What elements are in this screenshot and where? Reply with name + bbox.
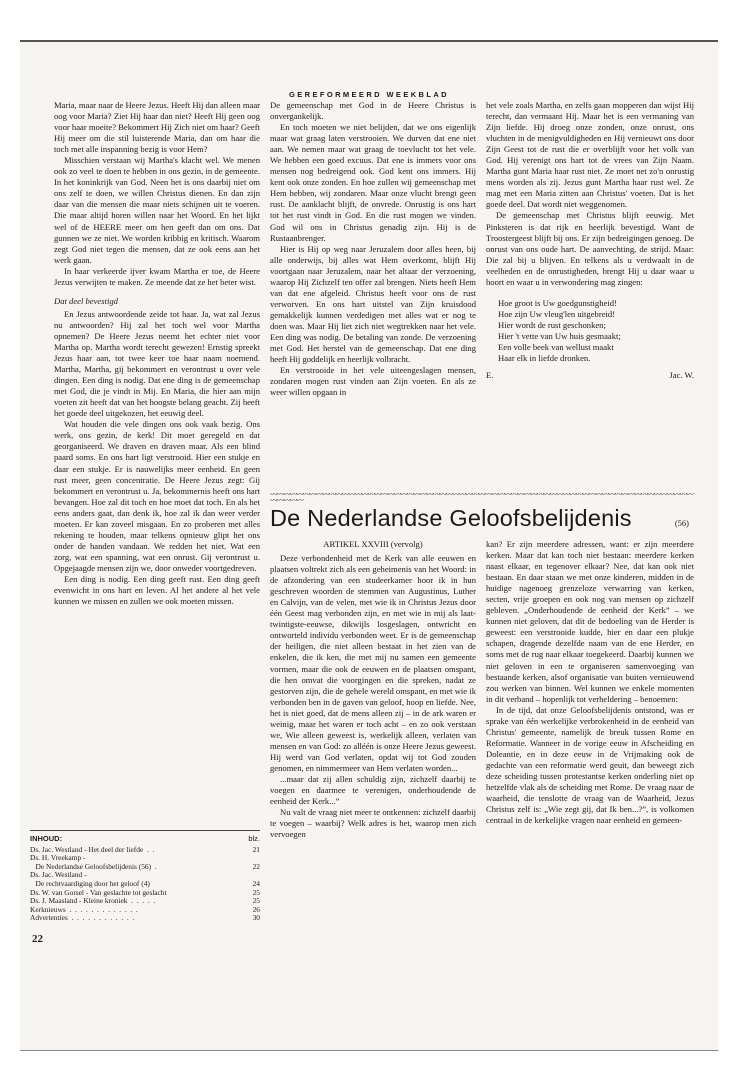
toc-entry-title: Advertenties . . . . . . . . . . . . [30,913,135,923]
toc-entry [30,914,260,923]
signature-right: Jac. W. [669,370,694,381]
toc-entry-page: 21 [252,844,260,854]
toc-header [30,830,260,844]
running-header: GEREFORMEERD WEEKBLAD [289,90,449,99]
verse-line: Haar elk in liefde dronken. [498,353,591,364]
signature-left: E. [486,370,494,381]
toc-entry-page: 30 [252,913,260,923]
article-column-right [486,539,694,826]
column-3 [486,100,694,381]
section-heading: Dat deel bevestigd [54,295,118,306]
paragraph: Nu valt de vraag niet meer te ontkennen: zichzelf daarbij te voegen – waarbij? Welk adres is het, waarop men zich vervoegen [270,807,476,840]
toc-heading: INHOUD: [30,834,63,843]
toc-entry-page: 25 [252,896,260,906]
toc-entry-title: Kerknieuws . . . . . . . . . . . . . [30,904,138,914]
toc-entry-title: Ds. Jac. Westland - Het deel der liefde . . [30,844,155,854]
paragraph: En verstrooide in het vele uiteengeslagen mensen, zondaren mogen rust vinden aan Zijn voeten. En als ze weer willen opgaan in [270,365,476,398]
paragraph: Een ding is nodig. Een ding geeft rust. Een ding geeft evenwicht in ons hart en leven. Al het andere al het vele kunnen we missen en zullen we ook moeten missen. [54,573,260,607]
paragraph: In de tijd, dat onze Geloofsbelijdenis ontstond, was er sprake van één werkelijke verbrokenheid in de eenheid van Christus' gemeente, namelijk de breuk tussen Rome en Reformatie. Wanneer in de vorige eeuw in Afscheiding en Doleantie, en in deze eeuw in de Vrijmaking ook de gedachte van een reformatie werd geuit, dan beweegt zich deze scheiding tussen protestantse kerken onderling niet op hetzelfde vlak als de scheiding met Rome. De vraag naar de waarheid, die tenslotte de vraag van de Waarheid, Jezus Christus zelf is: „Wie zegt gij, dat Ik ben...?”, is volkomen centraal in de kerkelijke vragen naar eenheid en gemeen- [486,704,694,826]
toc-entry-title: Ds. W. van Gorsel - Van geslachte tot geslacht [30,887,167,897]
paragraph: Deze verbondenheid met de Kerk van alle eeuwen en plaatsen voltrekt zich als een geheimenis van het Woord: in de afzondering van een studeerkamer hoor ik in hun geschreven woorden de stemmen van Augustinus, Luther en Calvijn, van de velen, met wie ik in Christus Jezus door één Geest mag verbonden zijn, en met wie in mij als laat-twintigste-eeuwse, dikwijls losgeslagen, ontwricht en ontworteld individu verbonden weet. Er is de gemeenschap der heiligen, die niet alleen bestaat in het zien van de enkelen, die ik ken, die met mij nu samen een gemeente vormen, maar die ook de eeuwen en de plaatsen omspant, die hen omvat die voorgingen en die spreken, nadat ze gestorven zijn, die de gehele wereld omspant, en met wie ik verbonden ben in de gaven van geloof, hoop en liefde. Nee, het is niet goed, dat de mens alleen zij – in de ark waren er weinig, maar het waren er toch acht – en zo ook verstaan we, Wie alleen geweest is, werkelijk alleen, verlaten van mensen en van God: zo alléén is onze Heere Jezus geweest. Hij werd van God verlaten, opdat wij tot God zouden genomen, en nimmermeer van Hem verlaten worden... [270,553,476,773]
verse-line: Hier wordt de rust geschonken; [498,319,606,330]
toc-entry-page: 26 [252,904,260,914]
paragraph: En toch moeten we niet belijden, dat we ons eigenlijk maar wat graag laten verstrooien. We durven dat ene niet aan. We nemen maar wat graag de toevlucht tot het vele. We hebben een goed excuus. Dat ene is immers voor ons mensen nog bedreigend ook. God kent ons immers. Hij kent ook onze zonden. En hoe zullen wij gemeenschap met Hem hebben, wij zondaren. Maar onze vlucht brengt geen rust. De aanklacht blijft, de onvrede. Onrustig is ons hart tot het rust vindt in God. En die rust mogen we vinden. God wil ons in Christus genadig zijn. Hij is de Rustaanbrenger. [270,122,476,243]
toc-entry-title: Ds. H. Vreekamp - [30,853,86,863]
article-title: De Nederlandse Geloofsbelijdenis [270,505,632,531]
toc-entry-title: De rechtvaardiging door het geloof (4) [30,878,150,888]
article-subtitle: ARTIKEL XXVIII (vervolg) [323,539,423,549]
signature [486,370,694,381]
paragraph: In haar verkeerde ijver kwam Martha er toe, de Heere Jezus verwijten te maken. Ze meende dat ze het beter wist. [54,265,260,287]
verse-line: Hoe groot is Uw goedgunstigheid! [498,297,617,308]
verse-line: Een volle beek van wellust maakt [498,341,614,352]
paragraph: Misschien verstaan wij Martha's klacht wel. We menen ook zo veel te doen te hebben in ons gezin, in de gemeente. In het koninkrijk van God. Neen het is ons daarbij niet om ons zelf te doen, we willen Christus dienen. En dan zijn daar van die mensen die maar niets schijnen uit te voeren. Die maar altijd horen willen naar het Woord. En het lijkt wel of de HEERE meer om hen geeft dan om ons. Dat gunnen we ze niet. We worden kribbig en kritisch. Waarom zegt God niet tegen die mensen, dat ze ook eens aan het werk gaan. [54,155,260,265]
paragraph: De gemeenschap met Christus blijft eeuwig. Met Pinksteren is dat rijk en heerlijk bevestigd. Want de Troostergeest blijft bij ons. Er zijn bedreigingen genoeg. De onrust van ons oude hart. De aanvechting, de strijd. Maar: Die zal bij u blijven. En telkens als u verdwaalt in de veelheden en de onrustigheden, brengt Hij u daar waar u hoort en waar u in verwondering mag zingen: [486,210,694,287]
paragraph: De gemeenschap met God in de Heere Christus is onvergankelijk. [270,100,476,122]
toc-entry-title: De Nederlandse Geloofsbelijdenis (56) . [30,861,157,871]
article-title-row [270,505,695,532]
column-1 [54,100,260,607]
column-2 [270,100,476,398]
verse-line: Hier 't vette van Uw huis gesmaakt; [498,330,621,341]
article-column-left [270,539,476,840]
toc-entry-title: Ds. J. Maasland - Kleine kroniek . . . . . [30,896,156,906]
wavy-divider: 〰〰〰〰〰〰〰〰〰〰〰〰〰〰〰〰〰〰〰〰〰〰〰〰〰〰〰〰〰〰〰〰〰〰〰〰〰〰〰〰〰〰〰〰〰〰〰〰〰〰〰〰〰〰〰〰〰〰〰〰〰〰〰〰〰〰〰〰〰〰 [270,490,693,505]
article-number: (56) [674,518,689,528]
paragraph: Hier is Hij op weg naar Jeruzalem door alles heen, bij alle onderwijs, bij alles wat Hem overkomt, blijft Hij voortgaan naar Jeruzalem, naar het altaar der verzoening, waarop Hij Zichzelf ten offer zal brengen. Niets heeft Hem van dat ene afgeleid. Christus heeft voor ons de rust verworven. En ons hart uitstel van Zijn kruisdood gemakkelijk kunnen verdedigen met alles wat er nog te doen was. Maar Hij liet zich niet wegtrekken naar het vele. Een ding was nodig. De betaling van zonde. De verzoening met God. Het herstel van de gemeenschap. Dat ene ding heeft Hij goddelijk en heerlijk volbracht. [270,243,476,365]
paragraph: Wat houden die vele dingen ons ook vaak bezig. Ons werk, ons gezin, de kerk! Dit moet geregeld en dat georganiseerd. We draven en draven maar. Als een blind paard soms. En ons hart ligt verstrooid. Hier een stukje en daar een stukje. Er is nauwelijks meer eenheid. En geen rust meer, geen concentratie. De Heere Jezus zegt: Gij bekommert en verontrust u. Ja, bekommernis heeft ons hart bevangen. Hoe zal dit toch en hoe moet dat toch. En als het eens anders gaat, dan denk ik, hoe zal ik dan weer verder moeten. Er kan zoveel misgaan. En zo proberen met alles rekening te houden, maar telkens opnieuw glipt het ons onder de handen vandaan. We redden het niet. Wat een zorg, wat een spanning, wat een onrust. Gij verontrust u. Opgejaagde mensen zijn we, door onweder voortgedreven. [54,419,260,573]
table-of-contents [30,830,260,923]
paragraph: Maria, maar naar de Heere Jezus. Heeft Hij dan alleen maar oog voor Maria? Ziet Hij haar dan niet? Heeft Hij geen oog voor haar moeite? Bekommert Hij Zich niet om haar? Geeft Hij meer om die stil luisterende Maria, dan om haar die toch met alle inspanning bezig is voor Hem? [54,100,260,155]
toc-entry-title: Ds. Jac. Westland - [30,870,87,880]
toc-blz: blz. [248,834,260,843]
toc-entry-page: 25 [252,887,260,897]
toc-entry-page: 24 [252,878,260,888]
quote: ...maar dat zij allen schuldig zijn, zichzelf daarbij te voegen en daarmee te verenigen, onderhoudende de eenheid der Kerk...” [270,773,476,807]
paragraph: kan? Er zijn meerdere adressen, want: er zijn meerdere kerken. Maar dat kan toch niet bestaan: meerdere kerken naast elkaar, en tegenover elkaar? Nee, dat kan ook niet bestaan. En daar staan we met onze kinderen, midden in de huidige nagenoeg grenzeloze verwarring van kerken, secten, vrije groepen en ook nog van mensen op zichzelf gebleven. „Onderhoudende de eenheid der Kerk” – we kunnen niet geloven, dat dit de bedoeling van de Herder is geweest: een verstrooide kudde, hier en daar een plukje schapen, dragende dezelfde naam van de ene Herder, en soms met de rug naar elkaar toegekeerd. Daarbij kunnen we niet geloven in een te organiseren samenvoeging van bestaande kerken, alsof organisatie van buiten vernieuwend zou werken van binnen. Wel kunnen we enkele momenten in dit verband – hopenlijk tot verheldering – benoemen: [486,539,694,704]
page-number: 22 [32,933,43,945]
paragraph: En Jezus antwoordende zeide tot haar. Ja, wat zal Jezus nu antwoorden? Hij zal het toch wel voor Martha opnemen? De Heere Jezus neemt het echter niet voor Martha op. Martha wordt terecht gewezen! Ernstig spreekt Jezus haar aan, tot twee keer toe haar naam noemend. Martha, Martha, gij bekommert en verontrust u over vele dingen. Een ding is nodig. Dat ene ding is de gemeenschap met God, die je vindt in Mij. En Maria, die hier aan mijn voeten zit heeft dat van het hoogste belang geacht. Zij heeft het goede deel uitgekozen, het eeuwig deel. [54,308,260,419]
toc-entry-page: 22 [252,861,260,871]
paragraph: het vele zoals Martha, en zelfs gaan mopperen dan wijst Hij terecht, dan vermaant Hij. Maar het is een vermaning van Zijn liefde. Hij droeg onze zonden, onze onrust, ons vluchten in de menigvuldigheden en Hij vernieuwt ons door Zijn Geest tot de rust die er overblijft voor het volk van God. Hij verenigt ons hart tot de vrees van Zijn Naam. Martha gunt Maria haar rust niet. Ze moet net zo'n onrustig mens worden als zij. Jezus gunt Martha haar rust wel. Ze mag met een Maria zitten aan Christus' voeten. Dat is het goede deel. Dat wordt niet weggenomen. [486,100,694,210]
verse-line: Hoe zijn Uw vleug'len uitgebreid! [498,308,616,319]
psalm-verse [498,298,694,364]
